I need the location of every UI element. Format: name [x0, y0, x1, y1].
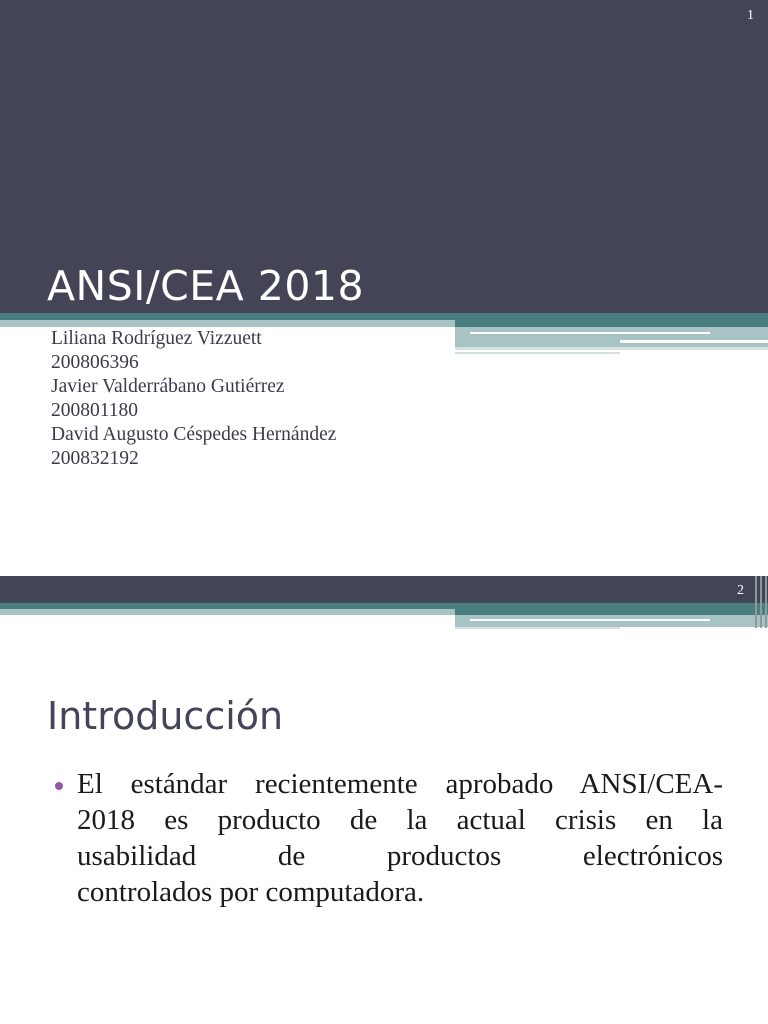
- slide-title: ANSI/CEA 2018: [47, 262, 365, 310]
- light-stripe-right: [455, 615, 768, 627]
- white-line: [470, 619, 710, 621]
- slide-title: Introducción: [47, 694, 284, 738]
- bullet-item: [55, 766, 723, 910]
- bullet-text: [77, 766, 723, 910]
- slide-number: 2: [737, 583, 744, 598]
- light-stripe: [0, 609, 455, 615]
- white-line: [470, 332, 710, 334]
- author-line: 200806396: [51, 352, 139, 373]
- bullet-line: 2018 es producto de la actual crisis en la: [77, 804, 723, 836]
- pale-line: [455, 347, 768, 350]
- pale-line: [455, 352, 620, 354]
- author-line: Javier Valderrábano Gutiérrez: [51, 376, 285, 397]
- vertical-lines-decoration: [754, 576, 768, 628]
- white-line: [620, 340, 768, 343]
- author-list: [51, 327, 336, 471]
- light-stripe-right: [455, 327, 768, 347]
- author-line: Liliana Rodríguez Vizzuett: [51, 328, 262, 349]
- slide-2: [0, 576, 768, 1024]
- light-stripe: [0, 320, 455, 327]
- bullet-dot-icon: [55, 782, 63, 790]
- bullet-line: controlados por computadora.: [77, 876, 425, 908]
- author-line: 200801180: [51, 400, 139, 421]
- author-line: David Augusto Céspedes Hernández: [51, 424, 337, 445]
- bullet-line: El estándar recientemente aprobado ANSI/CEA-: [77, 768, 723, 800]
- header-band: [0, 576, 768, 603]
- author-line: 200832192: [51, 448, 139, 469]
- pale-line: [455, 627, 620, 629]
- slide-number: 1: [747, 8, 754, 23]
- bullet-line: usabilidad de productos electrónicos: [77, 840, 723, 872]
